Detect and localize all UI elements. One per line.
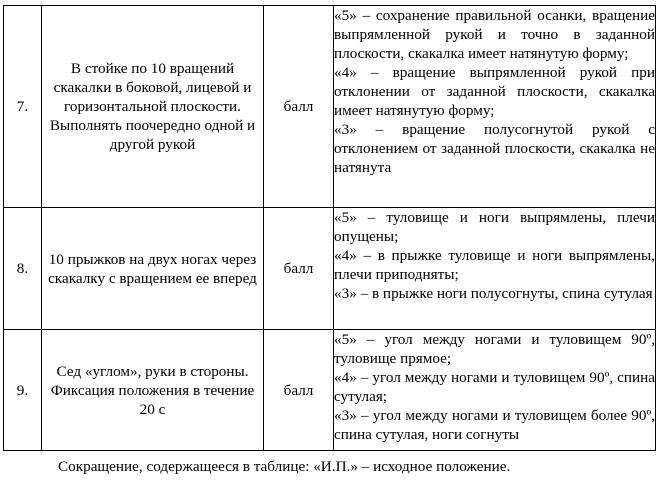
criterion-grade-3: «3» – вращение полусогнутой рукой с отклонением от заданной плоскости, скакалка не натянута xyxy=(334,121,655,176)
criterion-grade-5: «5» – туловище и ноги выпрямлены, плечи опущены; xyxy=(334,209,655,245)
grading-criteria xyxy=(334,6,656,208)
exercise-description: 10 прыжков на двух ногах через скакалку с вращением ее вперед xyxy=(42,208,264,330)
criterion-grade-4: «4» – вращение выпрямленной рукой при отклонении от заданной плоскости, скакалка имеет натянутую форму; xyxy=(334,64,655,119)
grading-criteria xyxy=(334,208,656,330)
row-number: 7. xyxy=(4,6,42,208)
unit-label: балл xyxy=(264,330,334,451)
criterion-grade-3: «3» – в прыжке ноги полусогнуты, спина сутулая xyxy=(334,285,653,302)
abbreviation-footnote: Сокращение, содержащееся в таблице: «И.П.» – исходное положение. xyxy=(58,458,511,475)
unit-label: балл xyxy=(264,6,334,208)
criterion-grade-4: «4» – в прыжке туловище и ноги выпрямлены, плечи приподняты; xyxy=(334,247,655,283)
criterion-grade-5: «5» – сохранение правильной осанки, вращение выпрямленной рукой и точно в заданной плоскости, скакалка имеет натянутую форму; xyxy=(334,7,655,62)
table-row-8 xyxy=(4,208,656,330)
criterion-grade-3: «3» – угол между ногами и туловищем более 90º, спина сутулая, ноги согнуты xyxy=(334,407,655,443)
criterion-grade-4: «4» – угол между ногами и туловищем 90º, спина сутулая; xyxy=(334,369,655,405)
table-row-7 xyxy=(4,6,656,208)
unit-label: балл xyxy=(264,208,334,330)
exercise-description: В стойке по 10 вращений скакалки в боковой, лицевой и горизонтальной плоскости. Выполнять поочередно одной и другой рукой xyxy=(42,6,264,208)
criterion-grade-5: «5» – угол между ногами и туловищем 90º, туловище прямое; xyxy=(334,331,655,367)
exercise-description: Сед «углом», руки в стороны. Фиксация положения в течение 20 с xyxy=(42,330,264,451)
grading-criteria xyxy=(334,330,656,451)
criteria-table xyxy=(3,5,656,451)
row-number: 9. xyxy=(4,330,42,451)
row-number: 8. xyxy=(4,208,42,330)
table-row-9 xyxy=(4,330,656,451)
